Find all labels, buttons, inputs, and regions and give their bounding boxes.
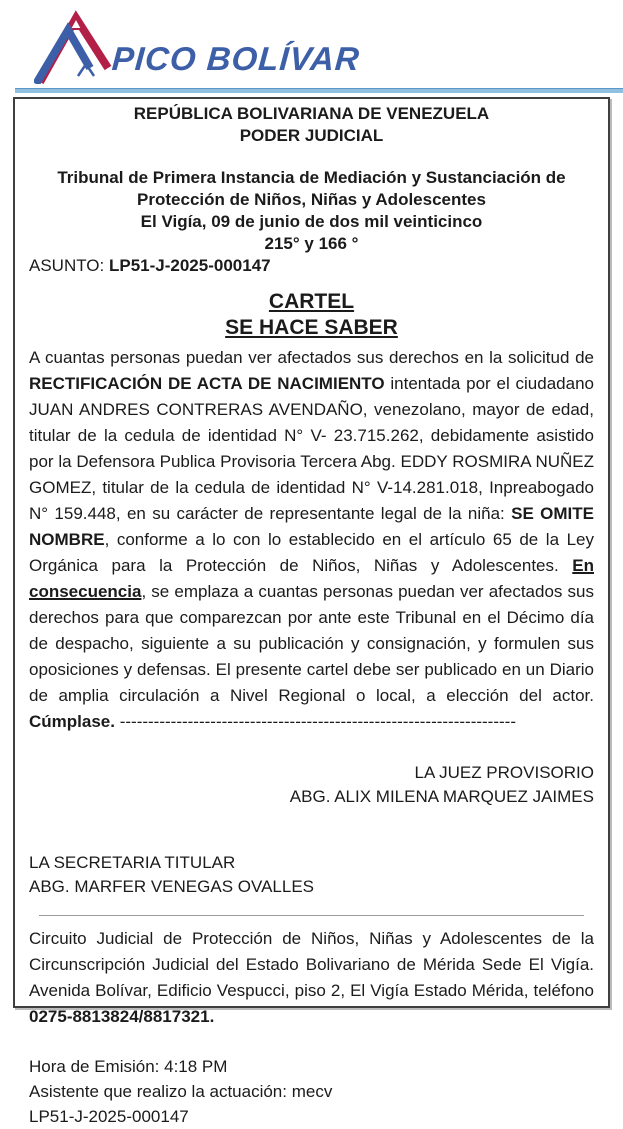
judge-title: LA JUEZ PROVISORIO [414,763,594,782]
asunto-label: ASUNTO: [29,256,109,275]
asunto-line [29,255,594,277]
notice-body-paragraph: A cuantas personas puedan ver afectados sus derechos en la solicitud de RECTIFICACIÓN DE ACTA DE NACIMIENTO intentada por el ciudadano JUAN ANDRES CONTRERAS AVENDAÑO, venezolano, mayor de edad, titular de la cedula de identidad N° V- 23.715.262, debidamente asistido por la Defensora Publica Provisoria Tercera Abg. EDDY ROSMIRA NUÑEZ GOMEZ, titular de la cedula de identidad N° V-14.281.018, Inpreabogado N° 159.448, en su carácter de representante legal de la niña: SE OMITE NOMBRE, conforme a lo con lo establecido en el artículo 65 de la Ley Orgánica para la Protección de Niños, Niñas y Adolescentes. En consecuencia, se emplaza a cuantas personas puedan ver afectados sus derechos para que comparezcan por ante este Tribunal en el Décimo día de despacho, siguiente a su publicación y consignación, y formulen sus oposiciones y defensas. El presente cartel debe ser publicado en un Diario de amplia circulación a Nivel Regional o local, a elección del actor. Cúmplase. ---------------------------------------------------------------------- [29,348,595,731]
pico-bolivar-logo [34,10,360,84]
spacer [29,147,594,167]
republic-heading: REPÚBLICA BOLIVARIANA DE VENEZUELA [133,104,490,123]
court-notice-document [13,97,610,1126]
letterhead-rule [15,88,623,93]
branch-heading: PODER JUDICIAL [239,126,384,145]
logo-wordmark: PICO BOLÍVAR [110,40,362,77]
secretary-name: ABG. MARFER VENEGAS OVALLES [29,877,314,896]
footer-case-number: LP51-J-2025-000147 [29,1107,189,1126]
secretary-title: LA SECRETARIA TITULAR [29,853,236,872]
emission-time: Hora de Emisión: 4:18 PM [29,1057,228,1076]
judge-name: ABG. ALIX MILENA MARQUEZ JAIMES [289,787,594,806]
city-date-line: El Vigía, 09 de junio de dos mil veinticinco [140,212,483,231]
court-address-paragraph: Circuito Judicial de Protección de Niños, Niñas y Adolescentes de la Circunscripción Judicial del Estado Bolivariano de Mérida Sede El Vigía. Avenida Bolívar, Edificio Vespucci, piso 2, El Vigía Estado Mérida, teléfono 0275-8813824/8817321. [29,929,594,1026]
se-hace-saber-title: SE HACE SABER [225,316,398,339]
asunto-case-number: LP51-J-2025-000147 [108,256,271,275]
spacer [29,277,594,289]
emission-meta-block [29,1054,594,1129]
secretary-signature-block [29,851,594,899]
cartel-title: CARTEL [268,290,355,313]
tribunal-name-line1: Tribunal de Primera Instancia de Mediación y Sustanciación de [57,168,566,187]
judge-signature-block [29,761,594,809]
footer-divider [39,915,584,916]
anniversary-years-line: 215° y 166 ° [264,234,359,253]
assistant-line: Asistente que realizo la actuación: mecv [29,1082,333,1101]
tribunal-name-line2: Protección de Niños, Niñas y Adolescentes [137,190,486,209]
